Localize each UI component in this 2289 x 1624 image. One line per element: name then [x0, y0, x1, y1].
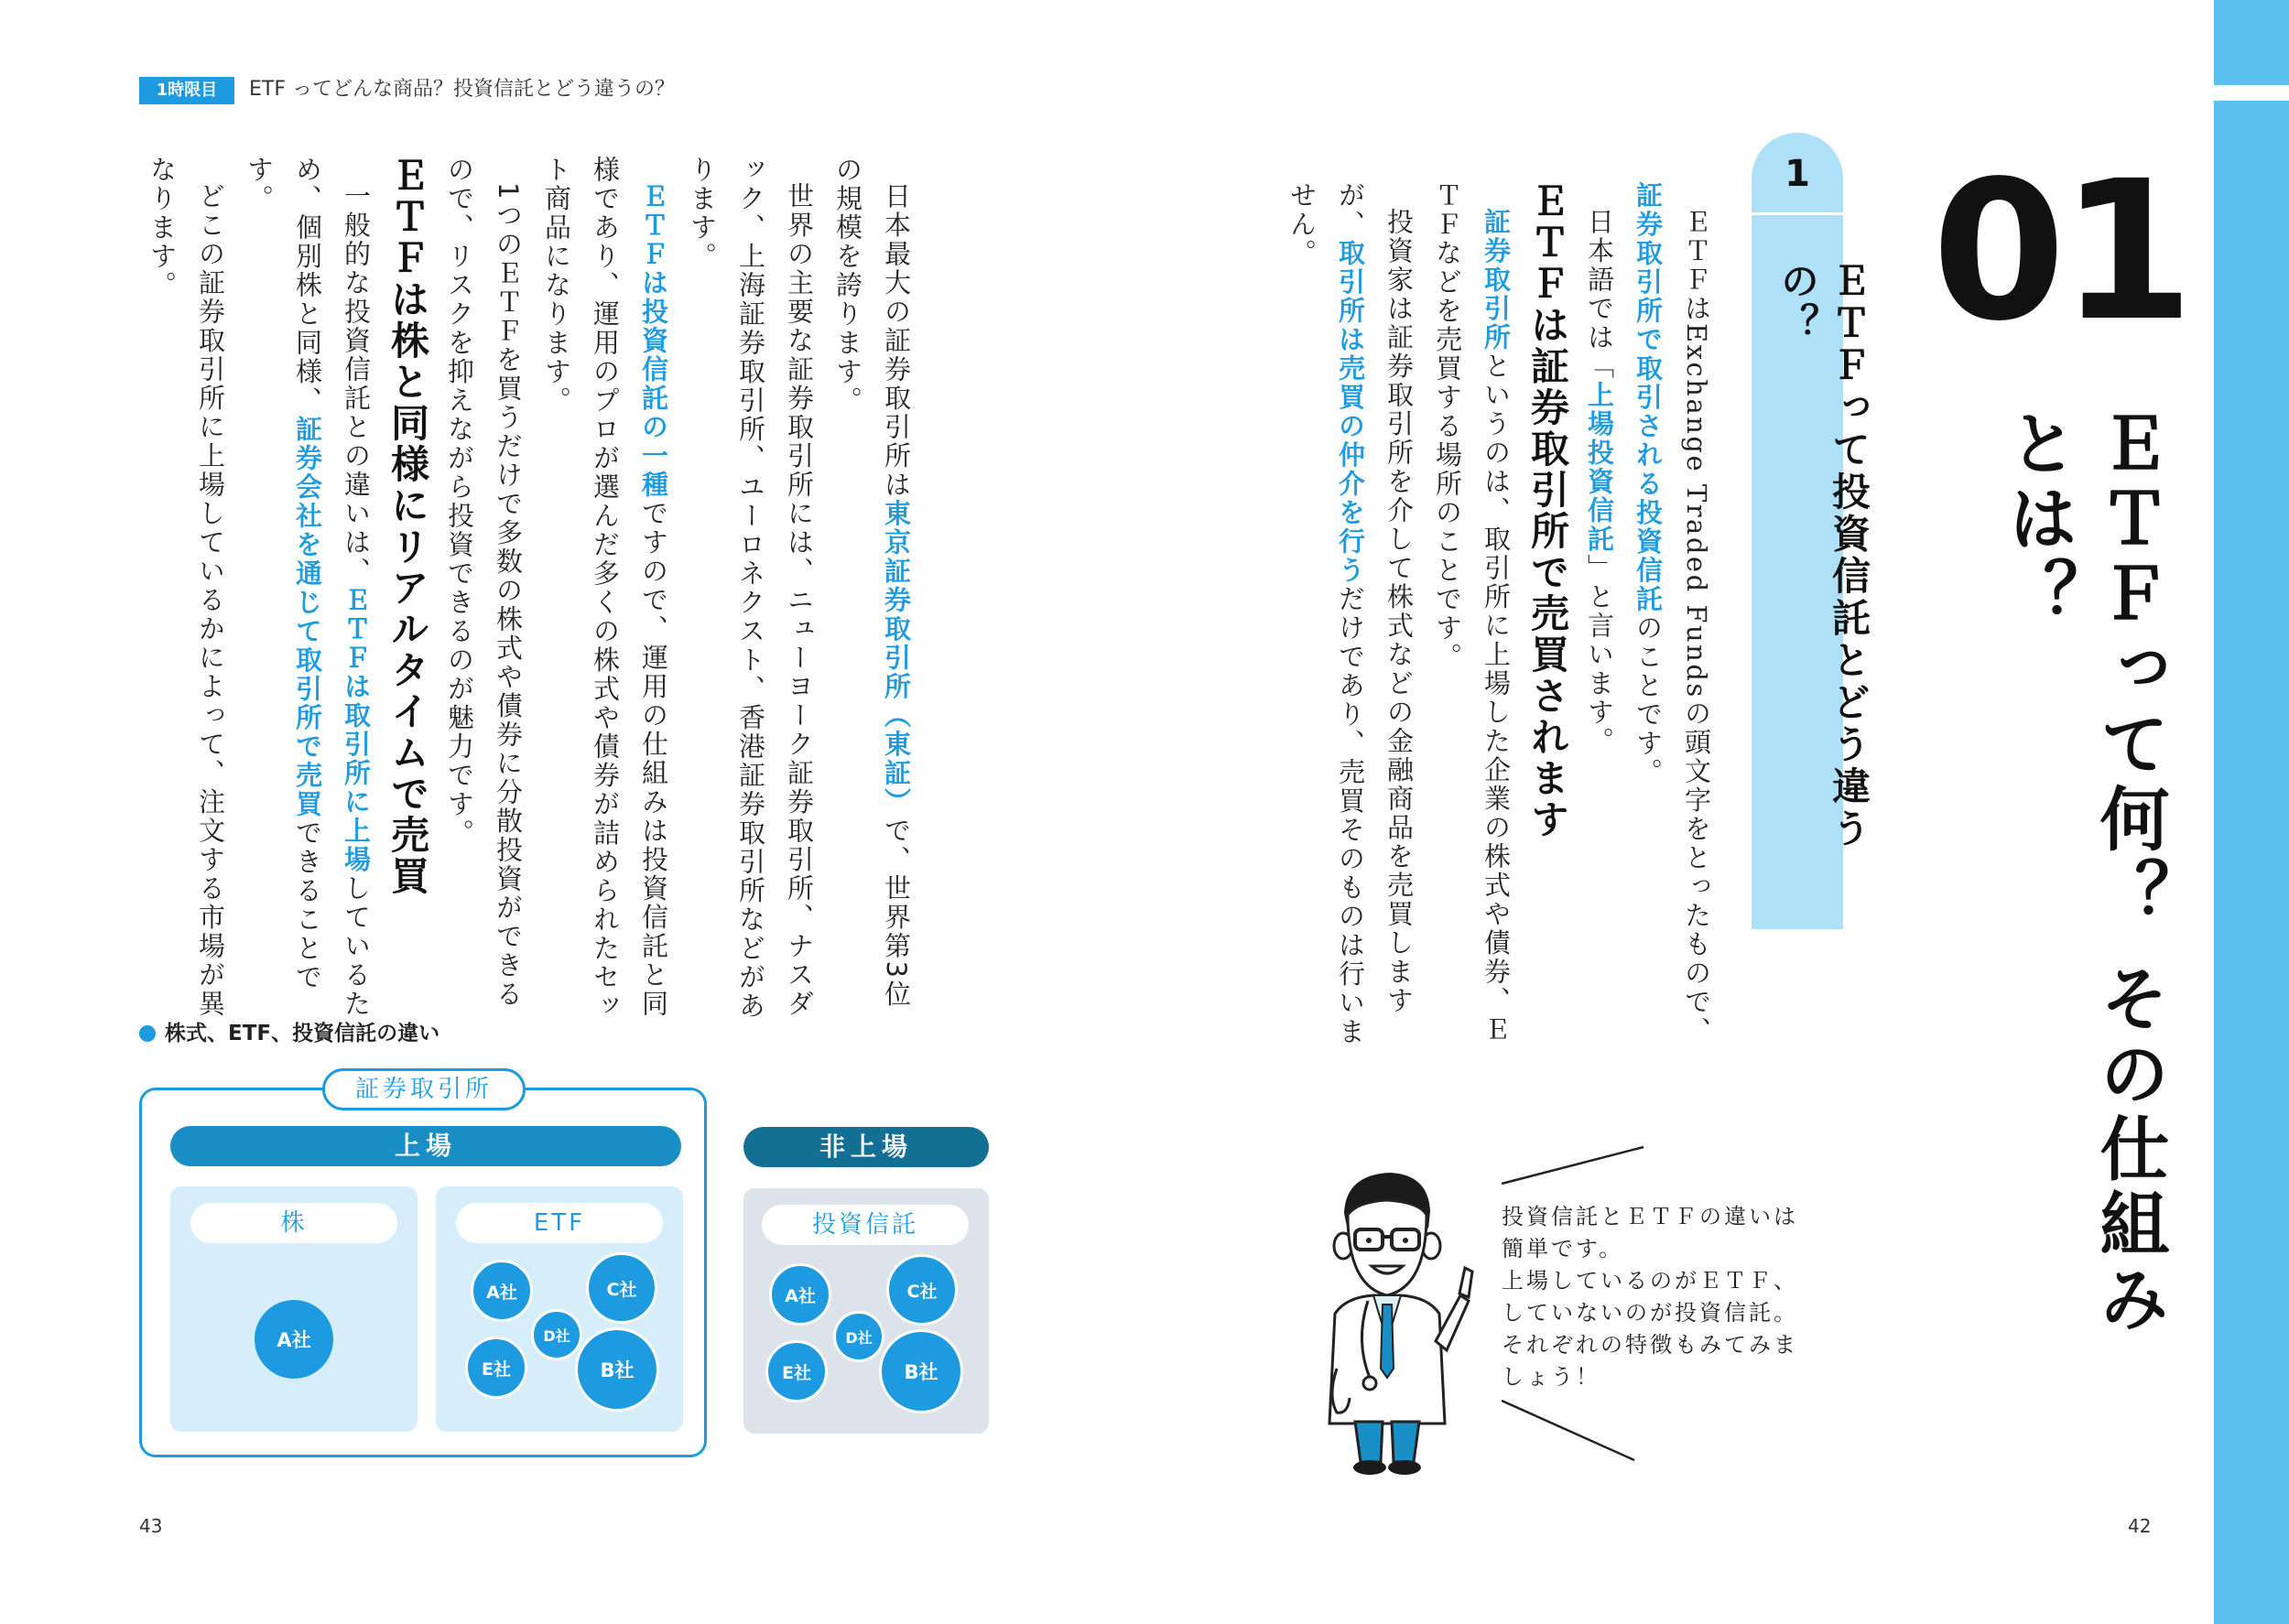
text-run: 」と言います。 [1584, 554, 1615, 756]
text-run: できることです。 [244, 156, 323, 992]
bubble-fund-b: B社 [879, 1329, 963, 1413]
highlight-text: 証券会社を通じて取引所で売買 [292, 415, 323, 819]
subheading [380, 156, 435, 1025]
text-run: ですので、運用の仕組みは投資信託と同様であり、運用のプロが選んだ多くの株式や債券が詰められたセット商品になります。 [541, 156, 669, 1021]
speech-text [1502, 1201, 1798, 1393]
running-header-title: ETF ってどんな商品？投資信託とどう違うの？ [249, 78, 675, 101]
paragraph [137, 156, 234, 1025]
highlight-text: 東京証券取引所（東証） [881, 499, 912, 817]
text-run: ＥＴＦは [1681, 208, 1712, 323]
figure-caption [139, 1018, 439, 1049]
text-run: 一般的な投資信託との違いは、 [341, 182, 372, 586]
highlight-text: 上場投資信託 [1584, 381, 1615, 554]
text-run: 日本最大の証券取引所は [881, 182, 912, 500]
text-run: しているため、個別株と同様、 [292, 156, 372, 1019]
paragraph [1575, 181, 1623, 1051]
caption-bullet-icon [139, 1025, 156, 1042]
bubble-etf-b: B社 [575, 1327, 659, 1412]
figure-caption-text: 株式、ETF、投資信託の違い [165, 1022, 440, 1045]
subheading [1520, 181, 1575, 1051]
bubble-etf-c: C社 [586, 1252, 657, 1324]
side-tab [2214, 101, 2289, 1624]
text-run: ＥＴＦは証券取引所で売買されます [1525, 181, 1570, 840]
text-run: 日本語では「 [1584, 208, 1615, 381]
chapter-badge: 1時限目 [139, 77, 234, 104]
highlight-text: 証券取引所で取引される投資信託 [1633, 181, 1664, 614]
text-run: 投資家は証券取引所を介して株式などの金融商品を売買しますが、 [1335, 181, 1415, 1015]
exchange-label: 証券取引所 [322, 1068, 526, 1110]
bubble-fund-a: A社 [769, 1263, 831, 1326]
page-number-left: 43 [139, 1515, 163, 1537]
text-run: の頭文字をとったもので、 [1681, 698, 1712, 1045]
fund-label: 投資信託 [762, 1205, 969, 1245]
section-title: ＥＴＦって投資信託とどう違うの？ [1775, 261, 1871, 850]
paragraph [678, 156, 823, 1025]
page-number-right: 42 [2128, 1515, 2152, 1537]
text-run: 1つのＥＴＦを買うだけで多数の株式や債券に分散投資ができるので、リスクを抑えながら投資できるのが魅力です。 [444, 156, 524, 1009]
speech-line: それぞれの特徴もみてみま [1502, 1332, 1798, 1358]
text-run: Exchange Traded Funds [1681, 323, 1712, 699]
paragraph [1277, 181, 1423, 1051]
chapter-number: 01 [1932, 139, 2189, 363]
etf-panel [436, 1186, 683, 1432]
text-run: 世界の主要な証券取引所には、ニューヨーク証券取引所、ナスダック、上海証券取引所、ユーロネクスト、香港証券取引所などがあります。 [687, 156, 815, 1021]
text-run: ＥＴＦは株と同様にリアルタイムで売買 [385, 156, 430, 897]
speech-line: しょう！ [1502, 1364, 1600, 1390]
speech-line: 上場しているのがＥＴＦ、 [1502, 1268, 1798, 1294]
etf-label: ETF [456, 1203, 663, 1243]
bubble-etf-a: A社 [471, 1260, 533, 1322]
bubble-fund-d: D社 [833, 1311, 884, 1362]
stock-panel [170, 1186, 418, 1432]
text-run: どこの証券取引所に上場しているかによって、注文する市場が異なります。 [146, 156, 226, 1019]
doctor-illustration [1291, 1158, 1474, 1478]
fund-panel [743, 1188, 989, 1434]
text-run: だけであり、売買そのものは行いません。 [1286, 181, 1366, 1046]
highlight-text: 取引所は売買の仲介を行う [1335, 239, 1366, 585]
text-run: で、世界第3位の規模を誇ります。 [832, 156, 912, 1009]
paragraph [532, 156, 678, 1025]
side-tab-top [2214, 0, 2289, 85]
right-page-body [1277, 181, 1720, 1051]
stock-label: 株 [190, 1203, 397, 1243]
chapter-title: ＥＴＦって何？ その仕組みとは？ [1997, 407, 2170, 1338]
bubble-fund-e: E社 [765, 1340, 828, 1402]
text-run: というのは、取引所に上場した企業の株式や債券、ＥＴＦなどを売買する場所のことです。 [1432, 181, 1512, 1045]
left-page-body [137, 156, 920, 1025]
highlight-text: ＥＴＦは取引所に上場 [341, 586, 372, 874]
highlight-text: ＥＴＦは投資信託の一種 [638, 182, 669, 500]
bubble-stock-a: A社 [255, 1300, 333, 1379]
speech-line: 投資信託とＥＴＦの違いは [1502, 1204, 1798, 1229]
paragraph [234, 156, 380, 1025]
paragraph [823, 156, 920, 1025]
bubble-etf-d: D社 [531, 1309, 582, 1360]
unlisted-bar: 非上場 [743, 1127, 989, 1167]
highlight-text: 証券取引所 [1481, 208, 1512, 352]
section-divider [1752, 212, 1843, 215]
speech-line: 簡単です。 [1502, 1236, 1624, 1261]
listed-bar: 上場 [170, 1126, 681, 1166]
speech-line: していないのが投資信託。 [1502, 1300, 1798, 1326]
text-run: のことです。 [1633, 613, 1664, 787]
paragraph [1423, 181, 1520, 1051]
bubble-etf-e: E社 [465, 1337, 527, 1399]
paragraph [435, 156, 532, 1025]
bubble-fund-c: C社 [886, 1254, 958, 1326]
paragraph [1623, 181, 1720, 1051]
section-number: 1 [1785, 153, 1810, 195]
